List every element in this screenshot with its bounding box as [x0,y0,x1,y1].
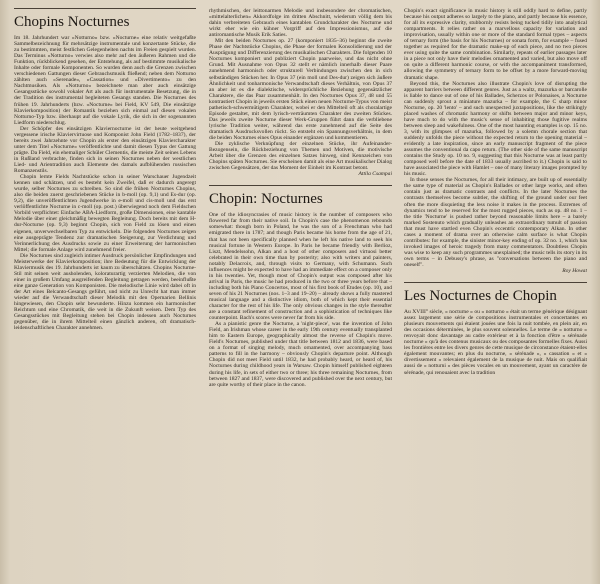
german-paragraph: Die Nocturnes sind zugleich intimer Ausdruck persönlicher Empfindungen und Meisterwerke der Klavierkomposition; ihre Bedeutung für die Entwicklung der Klaviermusik des 19. Jahrhunderts ist kaum zu überschätzen. Chopins Nocturne-Stil mit seinen weit ausholenden, koloraturartig verzierten Melodien, die von einer in großem Umfang ausgreifenden Begleitung getragen werden, beeinflußte eine ganze Generation von Komponisten. Die melodische Linie wird dabei oft in der Art eines Belcanto-Gesangs geführt, und nicht zu Unrecht hat man immer wieder auf die Verwandtschaft dieser Melodik mit den Opernarien Bellinis hingewiesen, den Chopin sehr bewunderte. Hinzu kommen ein harmonischer Reichtum und eine Chromatik, die weit in die Zukunft weisen. Dem Typ des Gesangsstückes mit Begleitung stehen bei Chopin indessen auch Nocturnes gegenüber, die in ihrem Mittelteil einen gänzlich anderen, oft dramatisch-leidenschaftlichen Charakter annehmen. [14,252,196,332]
english-paragraph: One of the idiosyncrasies of music history is the number of composers who flowered far from their native soil. In Chopin's case the phenomenon rebounds somewhat: though born in Poland, he was the son of a Frenchman who had emigrated there in 1787; and though Paris became his home from the age of 21, that has not been specifically planned when he left his native land to seek his musical fortune in Western Europe. In Paris he became friendly with Berlioz, Liszt, Mendelssohn, Alkan and a host of other composers and virtuosi better celebrated in their own time than by posterity; also with writers and painters, notably Delacroix, and, through visits to Germany, with Schumann. Such influences might be expected to have had an immediate effect on a composer only in his twenties. Yet, though most of Chopin's output was composed after his arrival in Paris, the music he had produced in the two or three years before that – including both his Piano Concertos, most of his first book of Etudes (op. 10), and seven of his 21 Nocturnes (nos. 1–3 and 19–20) – already shows a fully mastered musical language and a distinctive idiom, both of which kept their essential character for the rest of his life. The only obvious changes in the style thereafter are a constant refinement of construction and a sophistication of techniques like counterpoint. Bach's scores were never far from his side. [209,212,392,322]
english-paragraph: As a pianistic genre the Nocturne, a 'night-piece', was the invention of John Field, an Irishman whose career in the early 19th century eventually transplanted him to Eastern Europe, geographically almost the reverse of Chopin's move. Field's Nocturnes, published under that title between 1812 and 1836, were based on a format of singing melody, much ornamented, over accompanying bass patterns to fill in the harmony – obviously Chopin's departure point. Although Chopin did not meet Field until 1832, he had probably heard, or heard of, his Nocturnes during childhood years in Warsaw. Chopin himself published eighteen during his life, in sets of either two or three; his three remaining Nocturnes, from between 1827 and 1837, were discovered and published over the next century, but are quite worthy of their place in the canon. [209,321,392,388]
english-author-signature: Roy Howat [562,268,587,275]
english-continued-paragraph: Beyond this, the Nocturnes also illustrate Chopin's love of disrupting the apparent barriers between different genres. Just as a waltz, mazurka or barcarolle is liable to dance out of one of his Ballades, Scherzos or Polonaises, a Nocturne can suddenly sprout a miniature mazurka – for example, the C sharp minor Nocturne, op. 20 'lento' – and such unexpected juxtapositions, like the strikingly placed washes of chromatic harmony or shifts between major and minor keys, have much to do with the music's sense of inhabiting those fugitive realms between sleep and wakefulness. One of the most haunting examples is op. 15 no. 3, with its glimpses of mazurka, followed by a solemn chorale section that suddenly unfolds the piece without the expected return to the opening material – evidently a late inspiration, since an early manuscript fragment of the piece assumes the conventional da capo return. (The other side of the same manuscript contains the Study op. 10 no. 9, suggesting that this Nocturne was at least partly composed well before the date of 1833 usually ascribed to it.) Chopin is said to have associated the piece with Hamlet – one of many literary images prompted by his music. [404,80,587,178]
german-paragraph: Im 18. Jahrhundert war »Notturno« bzw. »Nocturne« eine relativ weitgefaßte Sammelbezeichnung für mehrsätzige instrumentale und konzertante Stücke, die zu bestimmten, meist festlichen Gelegenheiten nachts im Freien gespielt wurden. Das Terminus »Notturno« verwies also mehr auf den äußeren Rahmen und die Funktion, rückblickend gesehen, der Entstehung, als auf bestimmte musikalische Inhalte oder formale Komponenten. So wurden denn auch die Grenzen zwischen verschiedenen Gattungen dieser Gebrauchsmusik fließend; neben dem Notturno zählten auch »Serenade«, »Cassation« und »Divertimento« zu den Nachtmusiken. Als »Notturno« bezeichnete man aber auch einsätzige Gesangsstücke sowohl vokaler Art als auch für instrumentale Besetzung, die in der Tradition des instrumental begleiteten Gesangs standen. Die Nocturnes des frühen 19. Jahrhunderts (bzw. »Nocturne« bei Field, KV 549, Die einsätzige Klavierkomposition) der Romantik beziehen sich einmal auf diesen vokalen Notturno-Typ bzw. überhaupt auf die vokale Lyrik, die sich in der sogenannten Liedform niederschlug. [14,35,196,126]
heading-rule [404,282,587,283]
german-heading: Chopins Nocturnes [14,14,130,30]
german-continued-paragraph: Mit den beiden Nocturnes op. 27 (komponiert 1835–36) beginnt die zweite Phase der Nachtstücke Chopins, die Phase der formalen Konsolidierung und der Ausprägung und Differenzierung des musikalischen Charakters. Die folgenden 10 Nocturnes komponiert und publiziert Chopin paarweise, und das nicht ohne Grund. Mit Ausnahme von Opus 32 stellt er nämlich innerhalb dieser Paare zunehmend harmonisch oder strukturell Verbindungen zwischen den in sich selbständigen Stücken her. In Opus 37 (ein moll und Des-dur) zeigen sich äußere Ähnlichkeit und tonharmonische Verwandtschaft dieses Verhältnis, von Opus 37 an aber ist es die dialektische, widersprüchliche Beziehung gegensätzlicher Charaktere, die das Paar zusammenhält. In den Nocturnes Opus 37, 48 und 55 kontrastiert Chopin in jeweils ersten Stück einen neuen Nocturne-Typus von meist pathetisch-schwermütigem Charakter, wobei er den Mittelteil oft als choralartige Episode gestaltet, mit dem lyrisch-verträumten Charakter des zweiten Stückes. Das jeweils zweite Nocturne dieser Werk-Gruppen führt dann die verbliebene lyrische Tradition weiter, während das erste zunehmend auf die Seite des dramatisch Ausdrucksvollen rückt. So entsteht ein Spannungsverhältnis, in dem die beiden Nocturnes eines Opus einander ergänzen und kommentieren. [209,38,392,141]
german-author-signature: Attila Csampai [358,171,392,178]
middle-column [209,8,392,580]
english-heading: Chopin: Nocturnes [209,191,323,208]
heading-rule [14,8,196,9]
english-continued-paragraph: Chopin's exact significance in music history is still oddly hard to define, partly because his output adheres so largely to the piano, and partly because his essence, for all its expressive clarity, stubbornly resists being tucked tidily into analytical compartments. It relies rather on a marvellous capacity for variation and improvisation, usually within one or more of the standard formal types – aspects of ternary form (the basis for his Nocturnes) or sonata form, for example – fused together as required for the dramatic make-up of each piece, and no two pieces ever using quite the same combination. Similarly, repeats of earlier passages later in a piece not only have their melodies ornamented and varied, but also move off on quite a different harmonic course, or with the accompaniment transformed, allowing the symmetry of ternary form to be offset by a more forward-moving dramatic shape. [404,8,587,81]
german-continued-paragraph: rhythmischen, der leittonarmen Melodie und insbesondere der chromatischen, »mittelalterlichen« Akkordfolge im dritten Abschnitt, wiederum völlig dem bis dahin verbreiteten Gebrauch eines kantablen Grundcharakter des Nocturne und wirkt eher wie ein kühner Vorgriff auf den Impressionismus, auf die antiromantische Musik Erik Saties. [209,8,392,39]
heading-rule [209,185,392,186]
german-column [14,8,196,580]
german-continued-paragraph: Die zyklische Verknüpfung der einzelnen Stücke, ihr Aufeinander-Bezogensein, die Rückbeziehung von Themen und Motiven, die motivische Arbeit über die Grenzen des einzelnen Satzes hinweg, sind Kennzeichen von Chopins späten Nocturnes. Sie erscheinen damit als eine Art musikalischer Dialog zwischen Gegensätzen, der das Moment der Einheit im Kontrast betont. [209,141,392,172]
right-column [404,8,587,580]
german-paragraph: Chopin lernte Fields Nachtstücke schon in seiner Warschauer Jugendzeit kennen und schätzen, und es besteht kein Zweifel, daß er dadurch angeregt wurde, selber Nocturnes zu schreiben. So sind die frühen Nocturnes Chopins, also die beiden zuerst geschriebenen Stücke in b-moll (op. 9,1) und Es-dur (op. 9,2), die unveröffentlichten Jugendwerke in e-moll und cis-moll und das erst verlöffentlichte Nocturne in c-moll (op. post.) überwiegend noch dem Fieldschen Vorbild verpflichtet: Einfache ABA-Liedform, große Dimensionen, eine kantable Melodie über einer gleichmäßig bewegten Begleitung. Doch bereits mit dem H-dur-Nocturne (op. 9,3) beginnt Chopin, sich von Field zu lösen und einen eigenen, unverwechselbaren Typ zu entwickeln. Die folgenden Nocturnes zeigen eine ausgeprägte Tendenz zur dramatischen Steigerung, zur Verdichtung und Verinnerlichung des Ausdrucks sowie zu einer Erweiterung der harmonischen Mittel; die formale Anlage wird zunehmend freier. [14,174,196,253]
french-heading: Les Nocturnes de Chopin [404,288,557,305]
french-paragraph: Au XVIII° siècle, « nocturne » ou « notturno » était un terme générique désignant assez largement une série de compositions instrumentales et concertantes en plusieurs mouvements qui étaient jouées une fois la nuit tombée, en plein air, en des occasions déterminées, le plus souvent solennelles. Le terme de « notturno » renvoyait donc davantage au cadre extérieur et à la fonction d'être « sérénade nocturne » qu'à des contenus musicaux ou des composantes formelles fixes. Aussi les frontières entre les divers genres de cette musique de circonstance étaient-elles également mouvantes; en plus du nocturne, « sérénade », « cassation » et « divertissement » relevaient également de la musique de nuit. Mais on qualifiait aussi de « notturni » des pièces vocales en un mouvement, ayant un caractère de sérénade, qui renouaient avec la tradition [404,309,587,376]
german-paragraph: Der Schöpfer des einsätzigen Klaviernocturne ist der heute weitgehend vergessene irische Klaviervirtuose und Komponist John Field (1782–1837), der bereits zwei Jahrzehnte vor Chopin als erster den einsätzigen Klaviercharakter unter dem Titel »Nocturne« veröffentlichte und damit diesen Typus der Gattung prägte. Da Field, ein ehemaliger Schüler Clementis, die meiste Zeit seines Lebens in Rußland verbrachte, finden sich in seinen Nocturnes neben der westlichen Lied- und Arientradition auch Elemente des damals aufblühenden russischen Romanzenstils. [14,125,196,175]
german-continued-block [209,8,392,177]
english-continued-paragraph: In those senses the Nocturnes, for all their intimacy, are built up of essentially the same type of material as Chopin's Ballades or other large works, and often contain just as dramatic contrasts and conflicts. In the later Nocturnes the contrasts themselves become subtler, the shifting of the ground under our feet often the more disquieting the less noise it makes in the process. Extremes of dynamics tend to be reserved for the most rugged pieces, such as op. 48 no. 1 – the title 'Nocturne' is pushed rather beyond reasonable limits here – a barely marked Sostenuto which gradually unleashes an extraordinary tumult of passion that must have startled even Chopin's eccentric contemporary Alkan. In other cases a moment of drama over an otherwise calm surface is what Chopin contributes: for example, the sinister minor-key ending of op. 32 no. 1, which has invoked images of heroic tragedy from many commentators. Doubtless Chopin was wise to keep any such programmes unexplained; the music tells its story in its own terms – in Debussy's phrase, as "conversations between the piano and oneself". [404,177,587,268]
english-continued-block [404,8,587,274]
